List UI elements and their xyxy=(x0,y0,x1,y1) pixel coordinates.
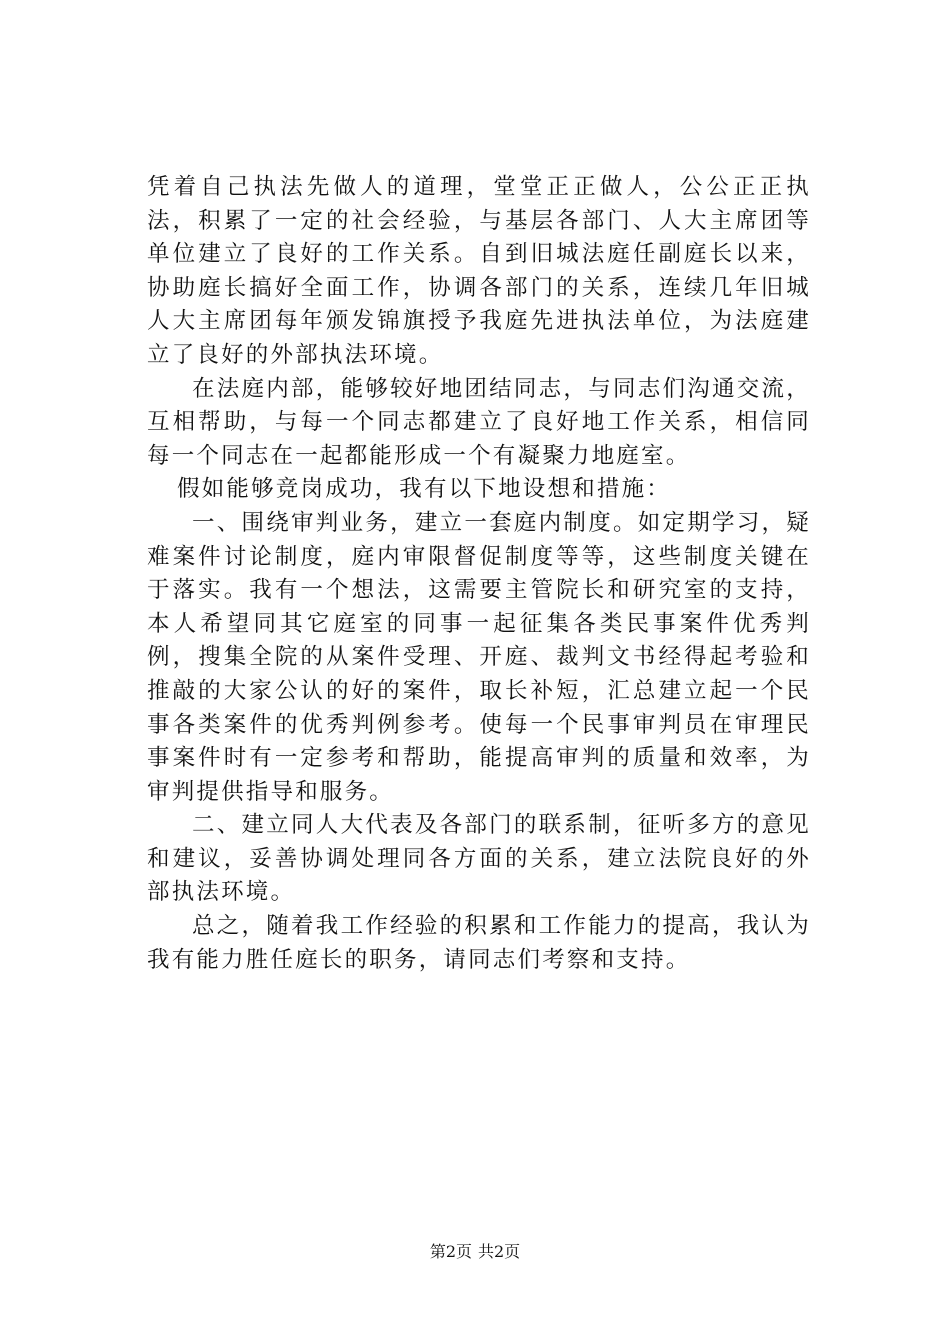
paragraph-4: 一、围绕审判业务，建立一套庭内制度。如定期学习，疑难案件讨论制度，庭内审限督促制度等等，这些制度关键在于落实。我有一个想法，这需要主管院长和研究室的支持，本人希望同其它庭室的同事一起征集各类民事案件优秀判例，搜集全院的从案件受理、开庭、裁判文书经得起考验和推敲的大家公认的好的案件，取长补短，汇总建立起一个民事各类案件的优秀判例参考。使每一个民事审判员在审理民事案件时有一定参考和帮助，能提高审判的质量和效率，为审判提供指导和服务。 xyxy=(147,509,811,805)
page-footer xyxy=(0,1242,950,1262)
document-body xyxy=(147,171,811,977)
paragraph-6: 总之，随着我工作经验的积累和工作能力的提高，我认为我有能力胜任庭长的职务，请同志们考察和支持。 xyxy=(147,913,811,973)
page-total: 共2页 xyxy=(478,1242,521,1261)
paragraph-1: 凭着自己执法先做人的道理，堂堂正正做人，公公正正执法，积累了一定的社会经验，与基层各部门、人大主席团等单位建立了良好的工作关系。自到旧城法庭任副庭长以来，协助庭长搞好全面工作，协调各部门的关系，连续几年旧城人大主席团每年颁发锦旗授予我庭先进执法单位，为法庭建立了良好的外部执法环境。 xyxy=(147,174,811,368)
page-number: 第2页 xyxy=(429,1242,472,1261)
paragraph-3: 假如能够竞岗成功，我有以下地设想和措施： xyxy=(177,476,672,503)
paragraph-2: 在法庭内部，能够较好地团结同志，与同志们沟通交流，互相帮助，与每一个同志都建立了良好地工作关系，相信同每一个同志在一起都能形成一个有凝聚力地庭室。 xyxy=(147,375,811,469)
paragraph-5: 二、建立同人大代表及各部门的联系制，征听多方的意见和建议，妥善协调处理同各方面的关系，建立法院良好的外部执法环境。 xyxy=(147,812,811,906)
